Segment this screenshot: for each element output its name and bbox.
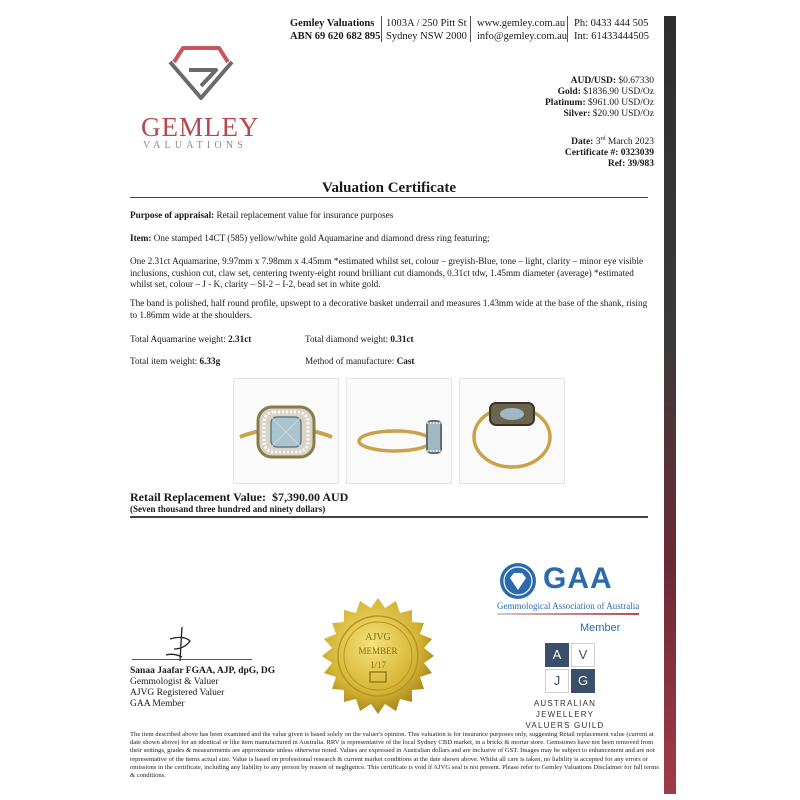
logo-wordmark: GEMLEY [141, 112, 260, 142]
item-line [130, 233, 648, 245]
date-value: 3rd March 2023 [595, 136, 654, 148]
retail-value-amount: $7,390.00 AUD [271, 490, 349, 504]
purpose-line [130, 210, 648, 222]
gaa-logo-text: GAA [543, 562, 613, 595]
header-company-block [290, 17, 380, 43]
valuer-signature-icon [160, 625, 200, 667]
ref-number: 39/983 [627, 159, 654, 170]
band-description: The band is polished, half round profile, upswept to a decorative basket underrail and measures 1.43mm wide at the base of the shank, rising to 1.86mm wide at the shoulders. [130, 298, 648, 320]
manufacture-method: Method of manufacture: Cast [305, 356, 415, 366]
gaa-emblem-icon [498, 561, 538, 601]
platinum-label: Platinum: [545, 98, 586, 108]
purpose-label: Purpose of appraisal: [130, 210, 215, 220]
ajvg-letter-j: J [545, 669, 569, 693]
ring-photo-front [233, 378, 339, 484]
gold-value: $1836.90 USD/Oz [583, 87, 654, 97]
ajvg-line-1: AUSTRALIAN JEWELLERY [533, 699, 597, 719]
intl-phone-number: Int: 61433444505 [574, 31, 649, 42]
email-link[interactable]: info@gemley.com.au [477, 31, 568, 42]
retail-value-label: Retail Replacement Value: [130, 490, 266, 504]
ref-label: Ref: [607, 159, 626, 170]
address-line-2: Sydney NSW 2000 [386, 31, 467, 42]
certificate-meta-block [565, 134, 654, 170]
ring-photo-side [346, 378, 452, 484]
silver-value: $20.90 USD/Oz [592, 109, 654, 119]
gaa-rule [497, 613, 639, 615]
company-abn: ABN 69 620 682 895 [290, 31, 381, 42]
website-link[interactable]: www.gemley.com.au [477, 18, 566, 29]
certificate-number: 0323039 [620, 148, 654, 159]
disclaimer-text: The item described above has been examined and the value given is based solely on the valuer's opinion. This valuation is for insurance purposes only, suggesting Retail replacement value (current at date shown above) for an identical or like item manufactured in Australia. RRV is representative of the local Sydney CBD market, in a bricks & mortar store. Gemstones have not been removed from their settings, grades & measurements are approximate unless otherwise noted. Values are expressed in Australian dollars and are inclusive of GST. Images may be subject to enhancement and are not representative of the items actual size. Value is based on professional research & current market conditions at the date shown above. Whilst all care is taken, no liability is accepted for any errors or omissions in the certificate, including any liability to any person by reason of negligence. This certificate is void if AJVG seal is not present. Please refer to Gemley Valuations Disclaimer for full terms & conditions. [130, 731, 659, 780]
valuer-name: Sanaa Jaafar FGAA, AJP, dpG, DG [130, 666, 276, 676]
gold-label: Gold: [557, 87, 581, 97]
gemley-diamond-logo-icon [160, 40, 242, 104]
address-line-1: 1003A / 250 Pitt St [386, 18, 467, 29]
svg-text:MEMBER: MEMBER [358, 646, 398, 656]
ajvg-logo-grid [545, 643, 597, 695]
valuer-role-3: GAA Member [130, 699, 185, 709]
item-text: One stamped 14CT (585) yellow/white gold Aquamarine and diamond dress ring featuring; [153, 233, 490, 243]
logo-tagline: VALUATIONS [143, 140, 248, 151]
platinum-value: $961.00 USD/Oz [588, 98, 654, 108]
item-label: Item: [130, 233, 152, 243]
header-web-block [477, 17, 567, 43]
ajvg-line-2: VALUERS GUILD [525, 721, 605, 730]
purpose-text: Retail replacement value for insurance purposes [216, 210, 394, 220]
rates-block [545, 76, 654, 120]
ajvg-name [506, 698, 624, 731]
item-weight: Total item weight: 6.33g [130, 356, 221, 366]
gaa-member-label: Member [580, 622, 621, 634]
side-accent-bar [664, 16, 676, 794]
document-title: Valuation Certificate [321, 180, 456, 196]
value-rule [130, 516, 648, 518]
date-label: Date: [571, 137, 594, 148]
signature-line [132, 659, 252, 660]
valuer-role-2: AJVG Registered Valuer [130, 688, 225, 698]
valuer-details [130, 666, 275, 710]
ajvg-letter-a: A [545, 643, 569, 667]
header-divider [470, 16, 471, 42]
item-description: One 2.31ct Aquamarine, 9.97mm x 7.98mm x 4.45mm *estimated whilst set, colour – greyish-Blue, tone – light, clarity – minor eye visible inclusions, cushion cut, claw set, centering twenty-eight round brilliant cut diamonds, 0.31ct tdw, 1.45mm diameter (average) *estimated whilst set, colour – J - K, clarity – SI-2 – I-2, bead set in white gold. [130, 256, 644, 289]
ajvg-gold-seal-icon [316, 596, 440, 720]
certificate-label: Certificate #: [564, 148, 619, 159]
silver-label: Silver: [563, 109, 591, 119]
aud-usd-value: $0.67330 [618, 76, 654, 86]
phone-number: Ph: 0433 444 505 [574, 18, 649, 29]
svg-text:AJVG: AJVG [365, 632, 391, 643]
svg-text:1/17: 1/17 [369, 660, 387, 670]
retail-value-line [130, 490, 348, 505]
header-divider [381, 16, 382, 42]
valuer-role-1: Gemmologist & Valuer [130, 677, 219, 687]
header-divider [567, 16, 568, 42]
aud-usd-label: AUD/USD: [570, 76, 616, 86]
aquamarine-weight: Total Aquamarine weight: 2.31ct [130, 334, 252, 344]
ajvg-letter-g: G [571, 669, 595, 693]
diamond-weight: Total diamond weight: 0.31ct [305, 334, 414, 344]
header-address-block [386, 17, 467, 43]
ajvg-letter-v: V [571, 643, 595, 667]
company-name: Gemley Valuations [290, 18, 375, 29]
header-phone-block [574, 17, 649, 43]
ring-photo-back [459, 378, 565, 484]
title-rule [130, 197, 648, 198]
gaa-full-name: Gemmological Association of Australia [497, 601, 640, 611]
retail-value-words: (Seven thousand three hundred and ninety dollars) [130, 504, 326, 514]
